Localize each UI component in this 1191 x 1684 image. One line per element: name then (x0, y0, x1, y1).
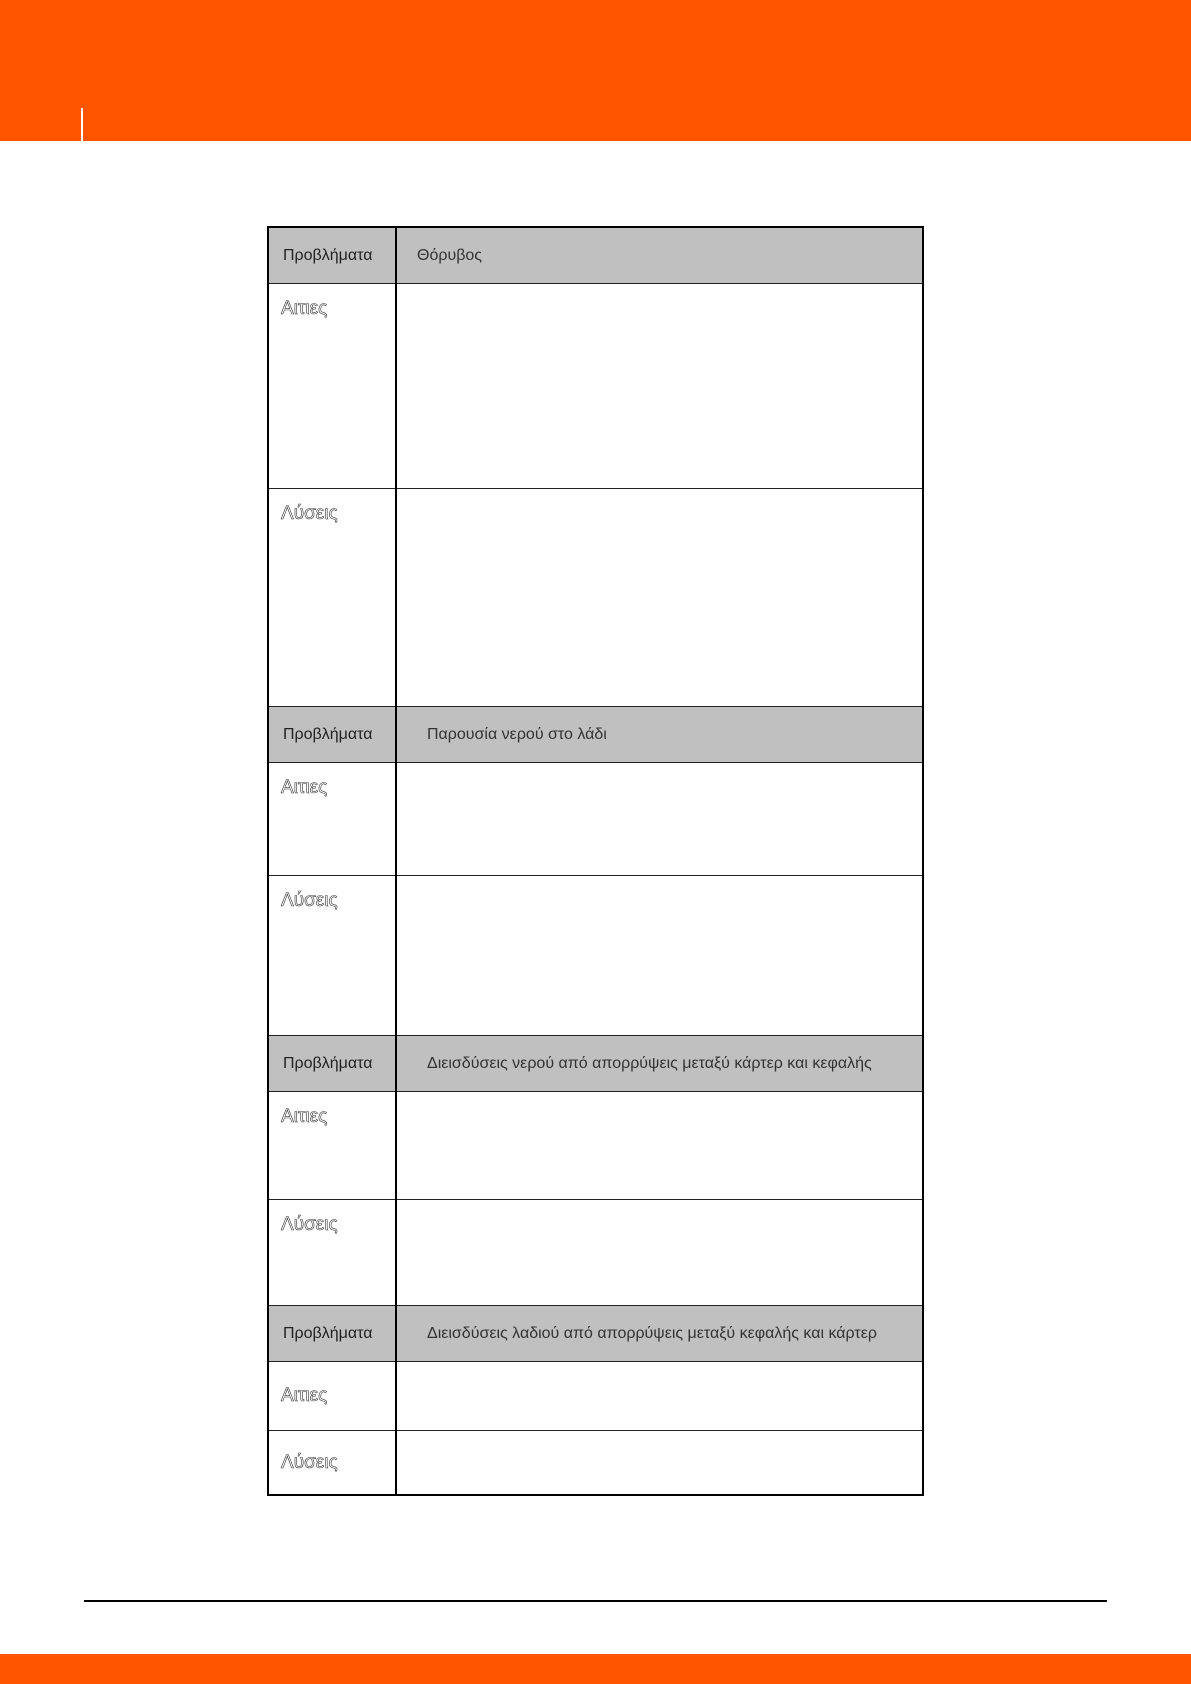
problem-row (268, 707, 923, 763)
problem-label: Προβλήματα (268, 1036, 396, 1092)
causes-content (396, 1092, 923, 1200)
solutions-row (268, 489, 923, 707)
solutions-label: Λύσεις (268, 489, 396, 707)
solutions-row (268, 1200, 923, 1306)
banner-mark (81, 108, 83, 141)
problem-label: Προβλήματα (268, 707, 396, 763)
causes-label: Αιτιες (268, 1092, 396, 1200)
problem-label: Προβλήματα (268, 1306, 396, 1362)
bottom-banner (0, 1654, 1191, 1684)
solutions-content (396, 1431, 923, 1496)
solutions-content (396, 489, 923, 707)
causes-content (396, 763, 923, 876)
problem-title: Θόρυβος (396, 227, 923, 284)
solutions-label: Λύσεις (268, 1200, 396, 1306)
solutions-content (396, 1200, 923, 1306)
problem-title: Διεισδύσεις νερού από απορρύψεις μεταξύ κάρτερ και κεφαλής (396, 1036, 923, 1092)
problem-row (268, 1306, 923, 1362)
causes-row (268, 763, 923, 876)
causes-row (268, 1362, 923, 1431)
problem-row (268, 227, 923, 284)
solutions-row (268, 876, 923, 1036)
causes-row (268, 1092, 923, 1200)
solutions-content (396, 876, 923, 1036)
troubleshooting-table (267, 226, 924, 1496)
problem-title: Παρουσία νερού στο λάδι (396, 707, 923, 763)
footer-rule (84, 1600, 1107, 1602)
causes-content (396, 284, 923, 489)
causes-label: Αιτιες (268, 1362, 396, 1431)
solutions-label: Λύσεις (268, 876, 396, 1036)
causes-label: Αιτιες (268, 763, 396, 876)
solutions-row (268, 1431, 923, 1496)
solutions-label: Λύσεις (268, 1431, 396, 1496)
causes-label: Αιτιες (268, 284, 396, 489)
causes-row (268, 284, 923, 489)
causes-content (396, 1362, 923, 1431)
top-banner (0, 0, 1191, 141)
problem-row (268, 1036, 923, 1092)
problem-title: Διεισδύσεις λαδιού από απορρύψεις μεταξύ κεφαλής και κάρτερ (396, 1306, 923, 1362)
problem-label: Προβλήματα (268, 227, 396, 284)
